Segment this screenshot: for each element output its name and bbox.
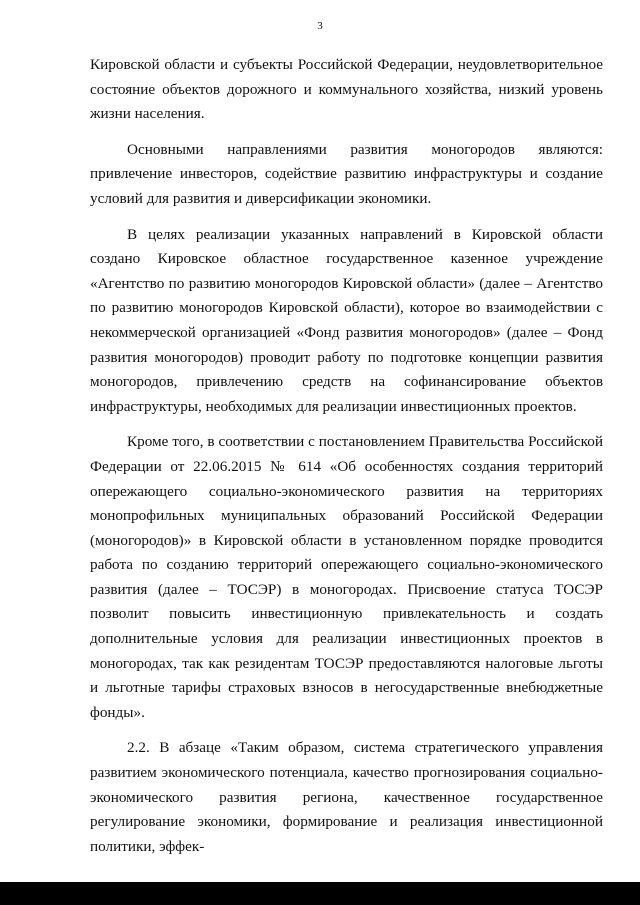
paragraph-amendment: 2.2. В абзаце «Таким образом, система стратегического управления развитием экономического потенциала, качество прогнозирования социально-экономического развития региона, качественное государственное регулирование экономики, формирование и реализация инвестиционной политики, эффек- (90, 739, 603, 855)
paragraph-directions: Основными направлениями развития моногородов являются: привлечение инвесторов, содействие развитию инфраструктуры и создание условий для развития и диверсификации экономики. (90, 140, 603, 207)
scan-edge-bar (0, 882, 640, 905)
paragraph-agency: В целях реализации указанных направлений в Кировской области создано Кировское областное государственное казенное учреждение «Агентство по развитию моногородов Кировской области» (далее – Агентство по развитию моногородов Кировской области), которое во взаимодействии с некоммерческой организацией «Фонд развития моногородов» (далее – Фонд развития моногородов) проводит работу по подготовке концепции развития моногородов, привлечению средств на софинансирование объектов инфраструктуры, необходимых для реализации инвестиционных проектов. (90, 225, 603, 415)
paragraph-continuation: Кировской области и субъекты Российской Федерации, неудовлетворительное состояние объектов дорожного и коммунального хозяйства, низкий уровень жизни населения. (90, 56, 603, 123)
page-number: 3 (317, 20, 323, 32)
document-body (90, 53, 603, 859)
paragraph-tosear: Кроме того, в соответствии с постановлением Правительства Российской Федерации от 22.06.2015 № 614 «Об особенностях создания территорий опережающего социально-экономического развития на территориях монопрофильных муниципальных образований Российской Федерации (моногородов)» в Кировской области в установленном порядке проводится работа по созданию территорий опережающего социально-экономического развития (далее – ТОСЭР) в моногородах. Присвоение статуса ТОСЭР позволит повысить инвестиционную привлекательность и создать дополнительные условия для реализации инвестиционных проектов в моногородах, так как резидентам ТОСЭР предоставляются налоговые льготы и льготные тарифы страховых взносов в негосударственные внебюджетные фонды». (90, 433, 603, 721)
